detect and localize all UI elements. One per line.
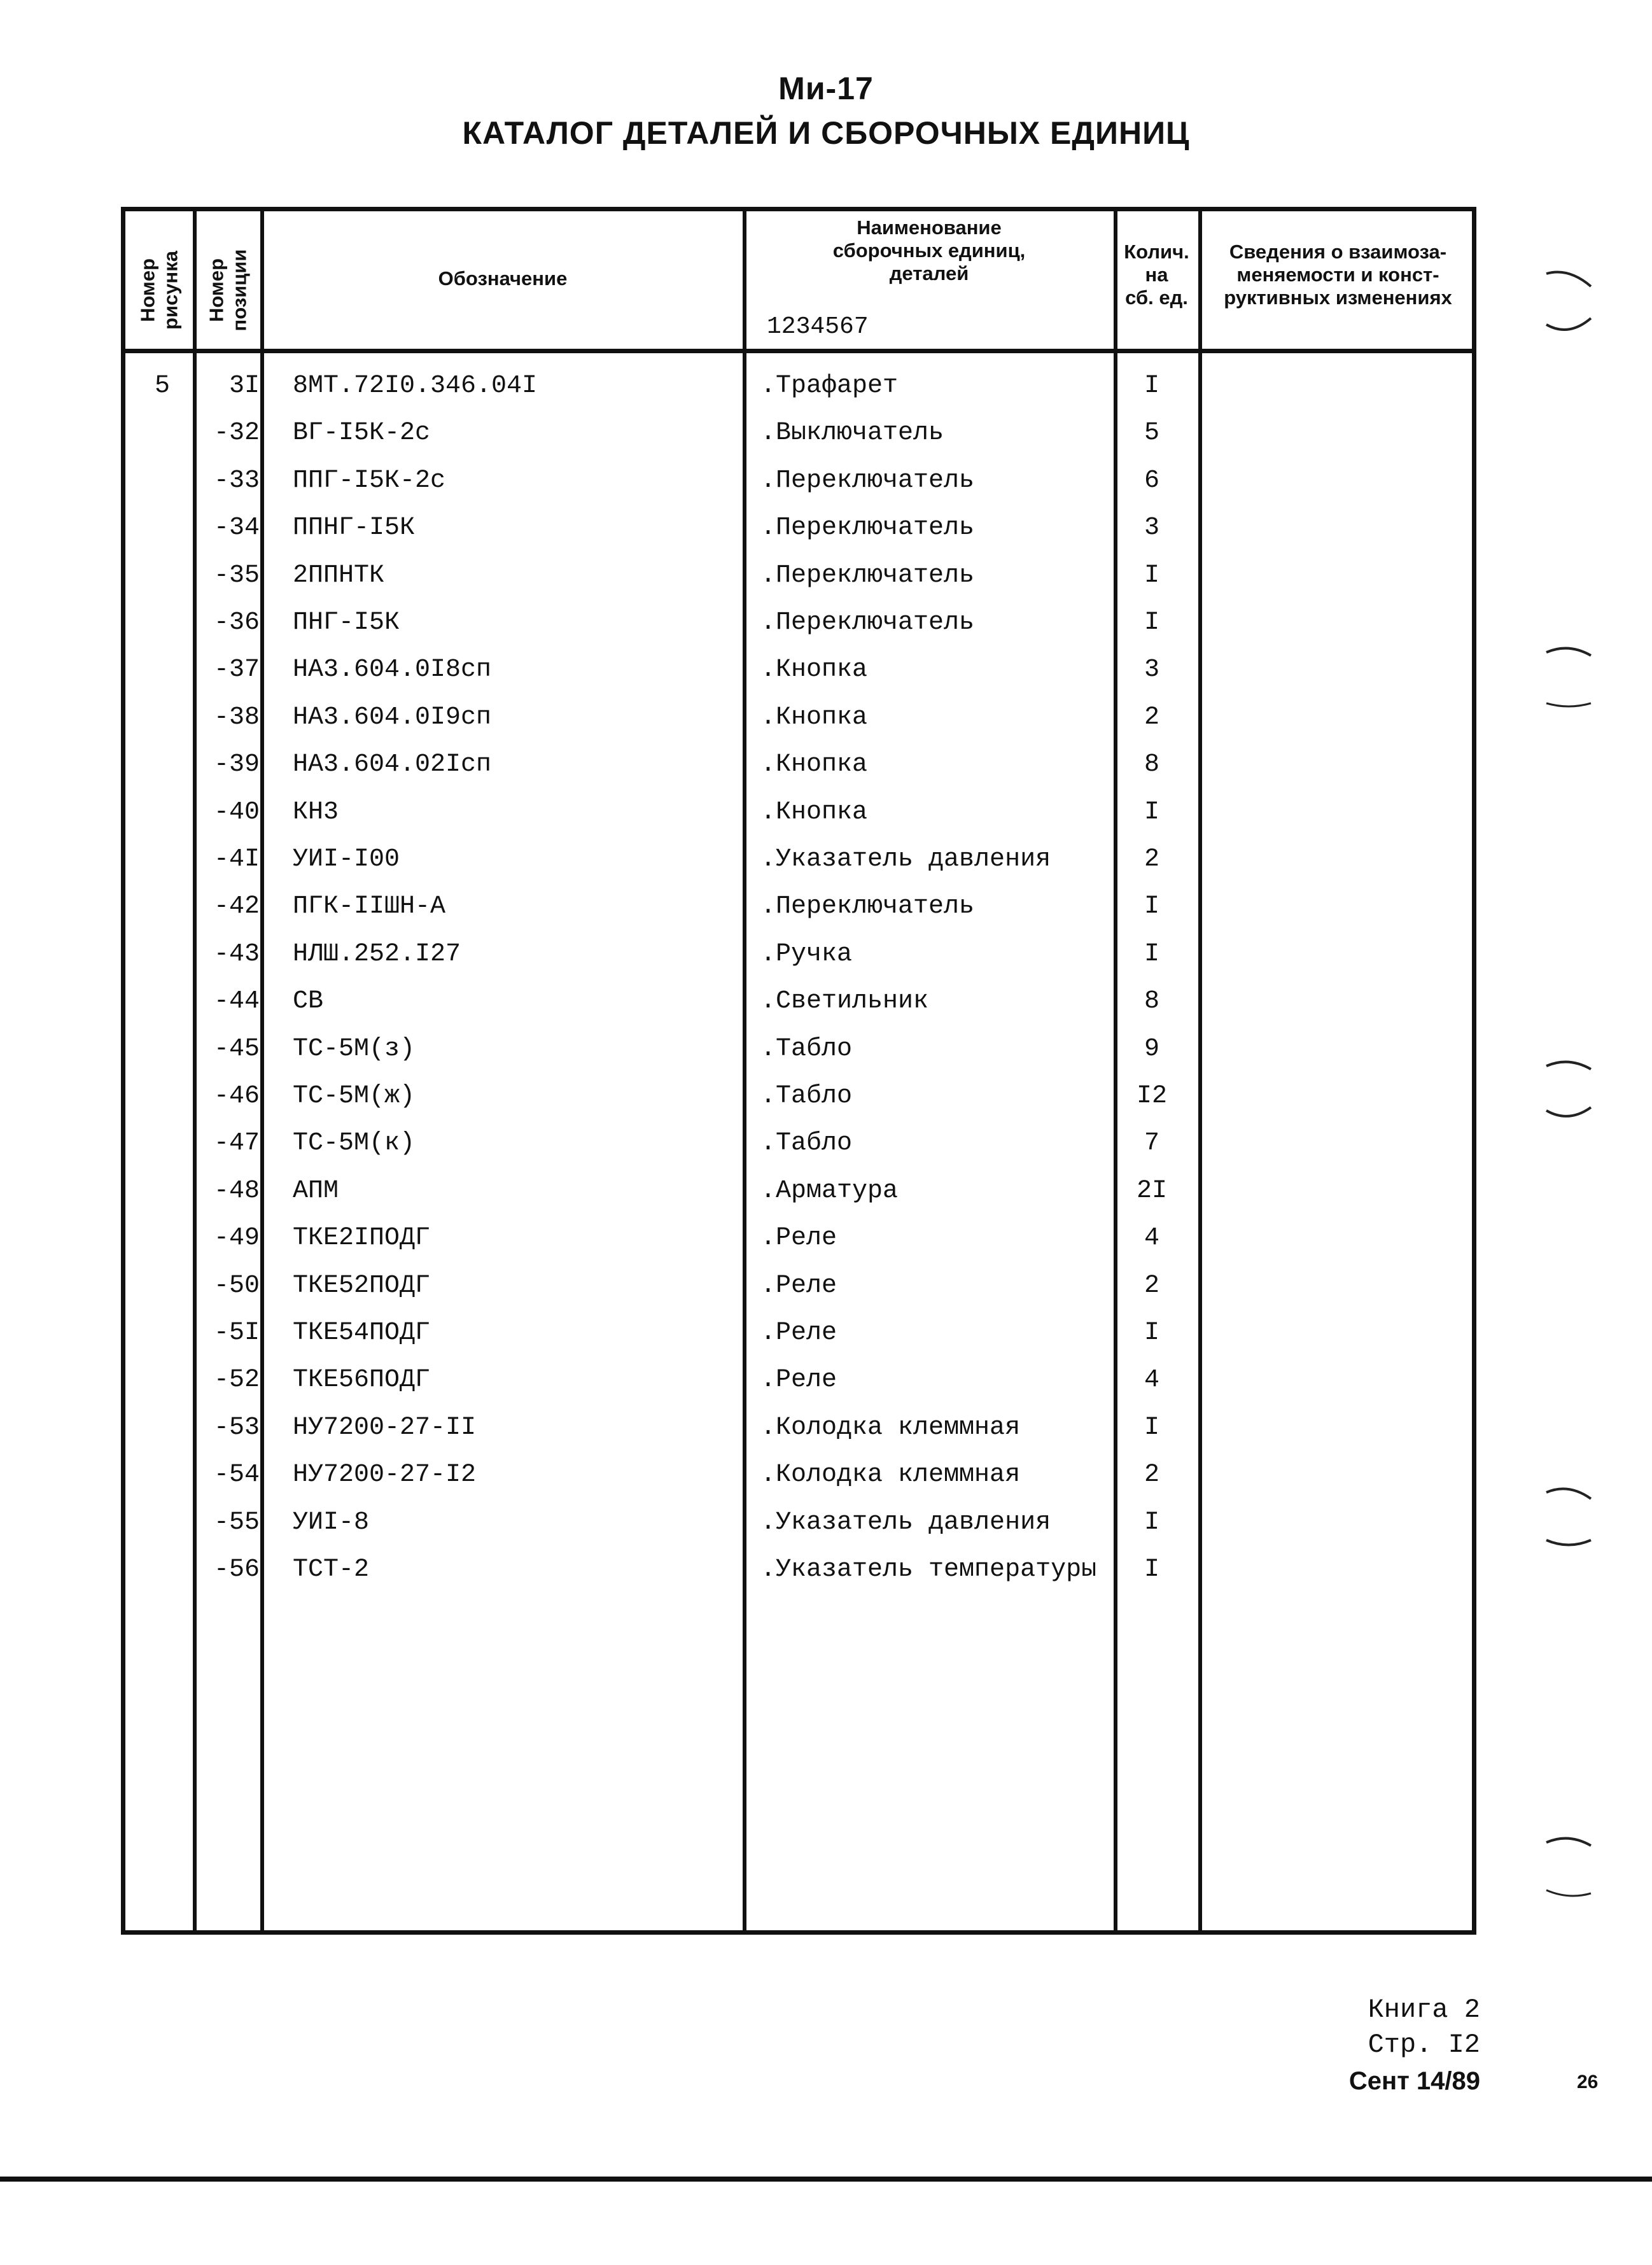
cell-position-no: -37 <box>213 656 260 684</box>
cell-designation: ТКЕ56ПОДГ <box>293 1366 431 1394</box>
cell-figure-no <box>155 410 193 457</box>
cell-quantity: 2 <box>1144 1461 1159 1489</box>
cell-name: .Переключатель <box>760 561 975 590</box>
cell-position-no: -48 <box>213 1177 260 1205</box>
cell-name: .Колодка клеммная <box>760 1413 1021 1442</box>
cell-position-no: -46 <box>213 1082 260 1111</box>
cell-quantity: I <box>1144 1555 1159 1584</box>
cell-name: .Табло <box>760 1082 853 1111</box>
cell-quantity: 2I <box>1136 1177 1167 1205</box>
cell-figure-no <box>155 505 193 552</box>
cell-name: .Светильник <box>760 987 929 1016</box>
cell-position-no: -54 <box>213 1461 260 1489</box>
cell-name: .Указатель давления <box>760 845 1051 874</box>
cell-name: .Указатель давления <box>760 1508 1051 1537</box>
cell-designation: НА3.604.0I8сп <box>293 656 492 684</box>
cell-figure-no <box>155 978 193 1025</box>
cell-position-no: -52 <box>213 1366 260 1394</box>
cell-position-no: -5I <box>213 1319 260 1347</box>
cell-figure-no <box>155 789 193 836</box>
cell-designation: КН3 <box>293 798 339 827</box>
cell-figure-no <box>155 647 193 694</box>
cell-figure-no <box>155 836 193 883</box>
cell-designation: НА3.604.0I9сп <box>293 703 492 732</box>
binder-hole-icon <box>1543 1480 1594 1550</box>
page-title: КАТАЛОГ ДЕТАЛЕЙ И СБОРОЧНЫХ ЕДИНИЦ <box>462 115 1190 151</box>
cell-name: .Кнопка <box>760 703 868 732</box>
cell-position-no: -50 <box>213 1272 260 1300</box>
cell-designation: СВ <box>293 987 324 1016</box>
cell-designation: НЛШ.252.I27 <box>293 940 461 969</box>
cell-figure-no <box>155 1026 193 1073</box>
cell-quantity: I <box>1144 1508 1159 1537</box>
cell-designation: ТКЕ2IПОДГ <box>293 1224 431 1252</box>
cell-name: .Табло <box>760 1035 853 1063</box>
cell-position-no: -33 <box>213 466 260 495</box>
cell-figure-no <box>155 1405 193 1452</box>
cell-figure-no <box>155 1120 193 1167</box>
cell-designation: АПМ <box>293 1177 339 1205</box>
cell-quantity: 3 <box>1144 656 1159 684</box>
column-divider <box>743 207 746 1935</box>
cell-designation: ТС-5М(к) <box>293 1129 416 1158</box>
cell-name: .Кнопка <box>760 656 868 684</box>
cell-quantity: 5 <box>1144 419 1159 447</box>
cell-name: .Кнопка <box>760 798 868 827</box>
cell-designation: НА3.604.02Iсп <box>293 750 492 779</box>
cell-position-no: -40 <box>213 798 260 827</box>
footer-book: Книга 2 <box>1368 1995 1480 2025</box>
cell-name: .Кнопка <box>760 750 868 779</box>
cell-designation: ТКЕ52ПОДГ <box>293 1272 431 1300</box>
cell-designation: НУ7200-27-I2 <box>293 1461 477 1489</box>
cell-quantity: 3 <box>1144 514 1159 542</box>
cell-figure-no: 5 <box>155 372 171 400</box>
cell-position-no: -35 <box>213 561 260 590</box>
cell-designation: 8МТ.72I0.346.04I <box>293 372 538 400</box>
cell-figure-no <box>155 1215 193 1262</box>
cell-position-no: -4I <box>213 845 260 874</box>
cell-quantity: 6 <box>1144 466 1159 495</box>
header-position-no: Номер позиции <box>205 249 251 332</box>
column-divider <box>260 207 264 1935</box>
cell-name: .Указатель температуры <box>760 1555 1097 1584</box>
cell-designation: ПНГ-I5К <box>293 608 400 637</box>
header-separator <box>121 349 1476 353</box>
doc-code: Ми-17 <box>778 71 874 106</box>
footer-date: Сент 14/89 <box>1348 2067 1480 2095</box>
sheet-number: 26 <box>1577 2072 1599 2093</box>
cell-figure-no <box>155 1546 193 1594</box>
cell-quantity: I <box>1144 940 1159 969</box>
cell-quantity: 2 <box>1144 1272 1159 1300</box>
cell-quantity: 2 <box>1144 703 1159 732</box>
cell-figure-no <box>155 1452 193 1499</box>
column-divider <box>1114 207 1117 1935</box>
cell-name: .Реле <box>760 1319 837 1347</box>
cell-designation: ТС-5М(ж) <box>293 1082 416 1111</box>
cell-position-no: -43 <box>213 940 260 969</box>
cell-figure-no <box>155 741 193 789</box>
cell-designation: 2ППНТК <box>293 561 385 590</box>
cell-position-no: -36 <box>213 608 260 637</box>
cell-quantity: I <box>1144 561 1159 590</box>
cell-figure-no <box>155 883 193 930</box>
header-name: Наименование сборочных единиц, деталей <box>832 216 1026 284</box>
cell-name: .Ручка <box>760 940 853 969</box>
footer-page: Стр. I2 <box>1368 2030 1480 2060</box>
cell-figure-no <box>155 1499 193 1546</box>
cell-name: .Реле <box>760 1224 837 1252</box>
cell-position-no: -53 <box>213 1413 260 1442</box>
cell-quantity: 4 <box>1144 1366 1159 1394</box>
cell-name: .Переключатель <box>760 466 975 495</box>
cell-position-no: 3I <box>228 372 260 400</box>
cell-designation: УИI-I00 <box>293 845 400 874</box>
binder-hole-icon <box>1543 640 1594 710</box>
cell-figure-no <box>155 1263 193 1310</box>
cell-figure-no <box>155 931 193 978</box>
cell-quantity: I <box>1144 372 1159 400</box>
cell-designation: УИI-8 <box>293 1508 370 1537</box>
header-quantity: Колич. на сб. ед. <box>1124 241 1189 309</box>
cell-designation: ПГК-IIШН-А <box>293 892 446 921</box>
cell-figure-no <box>155 600 193 647</box>
cell-quantity: 8 <box>1144 750 1159 779</box>
cell-position-no: -39 <box>213 750 260 779</box>
cell-position-no: -44 <box>213 987 260 1016</box>
cell-quantity: 7 <box>1144 1129 1159 1158</box>
cell-name: .Переключатель <box>760 892 975 921</box>
cell-designation: ППГ-I5К-2с <box>293 466 446 495</box>
cell-figure-no <box>155 1168 193 1215</box>
cell-quantity: 9 <box>1144 1035 1159 1063</box>
cell-position-no: -45 <box>213 1035 260 1063</box>
cell-position-no: -55 <box>213 1508 260 1537</box>
cell-position-no: -38 <box>213 703 260 732</box>
binder-hole-icon <box>1543 1053 1594 1123</box>
cell-quantity: I <box>1144 1413 1159 1442</box>
cell-position-no: -56 <box>213 1555 260 1584</box>
cell-position-no: -34 <box>213 514 260 542</box>
cell-quantity: I <box>1144 1319 1159 1347</box>
cell-position-no: -49 <box>213 1224 260 1252</box>
column-divider <box>193 207 197 1935</box>
header-name-scale: 1234567 <box>767 313 869 340</box>
cell-name: .Арматура <box>760 1177 899 1205</box>
cell-name: .Реле <box>760 1272 837 1300</box>
cell-figure-no <box>155 552 193 600</box>
cell-quantity: I <box>1144 892 1159 921</box>
cell-designation: ТКЕ54ПОДГ <box>293 1319 431 1347</box>
cell-designation: НУ7200-27-II <box>293 1413 477 1442</box>
cell-quantity: I <box>1144 608 1159 637</box>
cell-quantity: 8 <box>1144 987 1159 1016</box>
cell-quantity: 4 <box>1144 1224 1159 1252</box>
cell-name: .Переключатель <box>760 514 975 542</box>
binder-hole-icon <box>1543 264 1594 334</box>
column-divider <box>1198 207 1202 1935</box>
cell-designation: ТС-5М(з) <box>293 1035 416 1063</box>
cell-position-no: -47 <box>213 1129 260 1158</box>
bottom-rule <box>0 2177 1652 2182</box>
cell-figure-no <box>155 1073 193 1120</box>
cell-name: .Трафарет <box>760 372 899 400</box>
cell-name: .Табло <box>760 1129 853 1158</box>
cell-figure-no <box>155 694 193 741</box>
cell-quantity: I <box>1144 798 1159 827</box>
cell-designation: ВГ-I5К-2с <box>293 419 431 447</box>
header-figure-no: Номер рисунка <box>136 251 182 330</box>
header-notes: Сведения о взаимоза- меняемости и конст- руктивных изменениях <box>1224 241 1452 309</box>
cell-designation: ТСТ-2 <box>293 1555 370 1584</box>
cell-name: .Реле <box>760 1366 837 1394</box>
cell-figure-no <box>155 1357 193 1404</box>
binder-hole-icon <box>1543 1830 1594 1900</box>
cell-name: .Переключатель <box>760 608 975 637</box>
cell-figure-no <box>155 458 193 505</box>
cell-designation: ППНГ-I5К <box>293 514 416 542</box>
cell-quantity: 2 <box>1144 845 1159 874</box>
cell-name: .Колодка клеммная <box>760 1461 1021 1489</box>
cell-name: .Выключатель <box>760 419 944 447</box>
cell-position-no: -42 <box>213 892 260 921</box>
cell-position-no: -32 <box>213 419 260 447</box>
cell-figure-no <box>155 1310 193 1357</box>
header-designation: Обозначение <box>438 267 568 290</box>
cell-quantity: I2 <box>1136 1082 1167 1111</box>
